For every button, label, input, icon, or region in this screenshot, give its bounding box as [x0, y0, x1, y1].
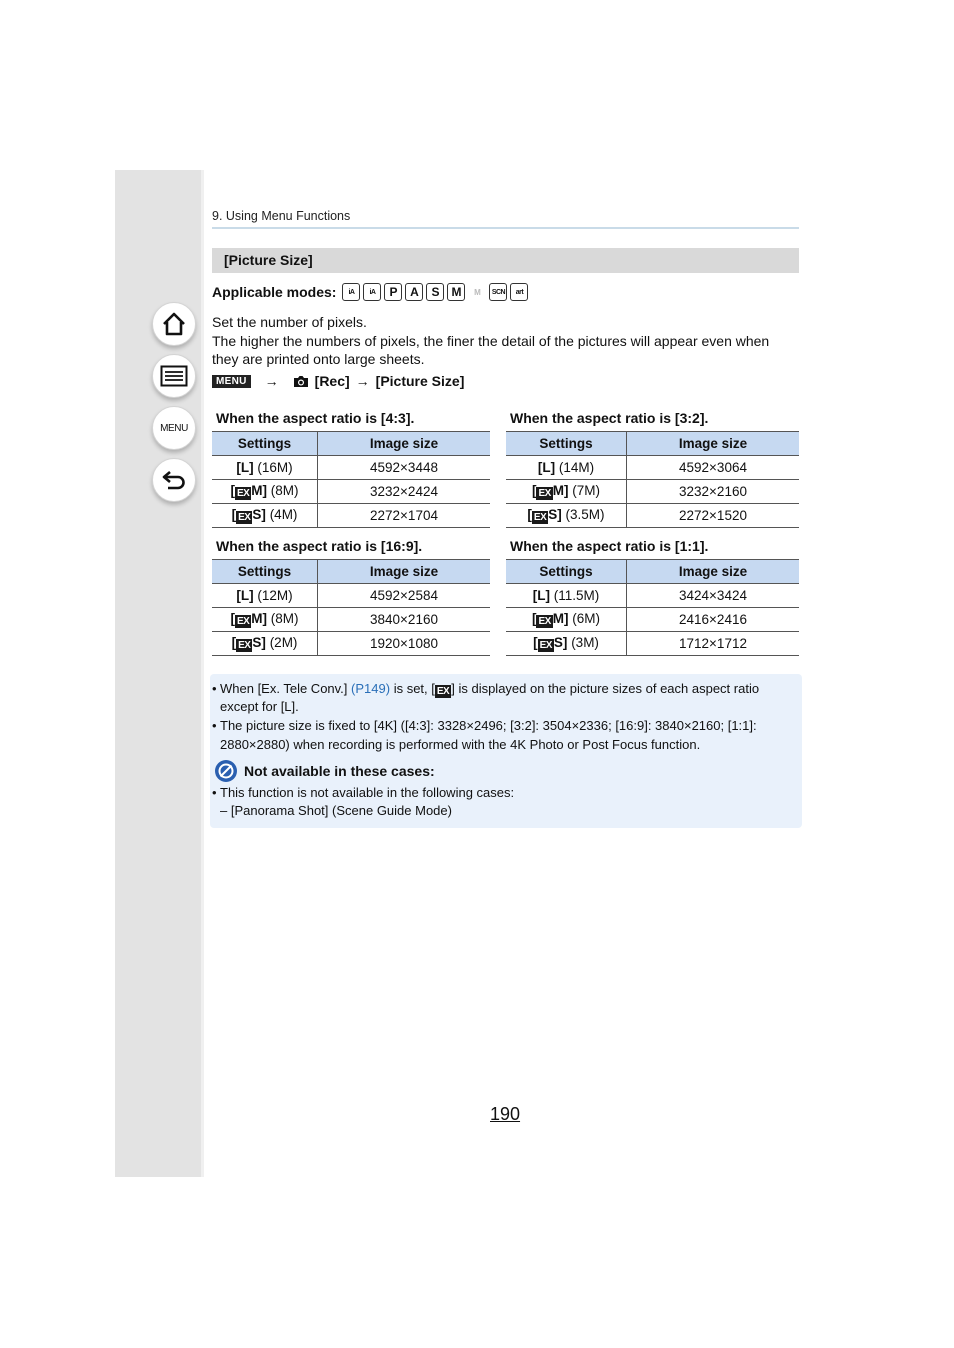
setting-cell: [L] (14M) — [506, 456, 627, 480]
table-row — [506, 632, 799, 656]
intro-line-2: The higher the numbers of pixels, the finer the detail of the pictures will appear even when — [212, 333, 770, 349]
setting-cell: [ EX S] (4M) — [212, 504, 318, 528]
na-note-1: • This function is not available in the following cases: — [212, 784, 798, 803]
bullet: • — [212, 785, 217, 800]
table-row — [506, 584, 799, 608]
mode-movie-m-icon: M — [474, 287, 481, 297]
image-size-cell: 3232×2424 — [318, 480, 491, 504]
ex-icon: EX — [533, 512, 547, 523]
header-image-size: Image size — [318, 432, 491, 456]
setting-cell: [ EX M] (6M) — [506, 608, 627, 632]
header-image-size: Image size — [318, 560, 491, 584]
mode-creative-icon: art — [510, 283, 528, 301]
image-size-cell: 4592×2584 — [318, 584, 491, 608]
table-row — [212, 456, 490, 480]
mode-ia-plus-icon: iA — [363, 283, 381, 301]
mode-ia-icon: iA — [342, 283, 360, 301]
table-caption-3-2: When the aspect ratio is [3:2]. — [510, 410, 709, 426]
page-number: 190 — [490, 1104, 521, 1124]
menu-path-rec: [Rec] — [314, 373, 350, 389]
table-row — [212, 480, 490, 504]
table-row — [506, 608, 799, 632]
image-size-cell: 4592×3448 — [318, 456, 491, 480]
home-icon — [161, 311, 187, 337]
applicable-modes — [212, 281, 531, 303]
intro-line-3: they are printed onto large sheets. — [212, 351, 425, 367]
setting-cell: [ EX M] (7M) — [506, 480, 627, 504]
image-size-cell: 3424×3424 — [627, 584, 800, 608]
back-arrow-icon — [161, 468, 187, 492]
mode-s-icon: S — [426, 283, 444, 301]
table-3-2 — [506, 431, 799, 528]
list-icon — [160, 365, 188, 387]
header-settings: Settings — [212, 560, 318, 584]
table-row — [212, 584, 490, 608]
image-size-cell: 2272×1704 — [318, 504, 491, 528]
bullet: • — [212, 718, 217, 733]
ex-icon: EX — [538, 488, 551, 499]
mode-scn-icon: SCN — [489, 283, 507, 301]
not-available-header — [214, 759, 435, 783]
setting-cell: [ EX S] (3.5M) — [506, 504, 627, 528]
page-link-p149[interactable]: (P149) — [351, 681, 391, 696]
table-row — [506, 456, 799, 480]
table-4-3 — [212, 431, 490, 528]
image-size-cell: 2416×2416 — [627, 608, 800, 632]
setting-cell: [L] (11.5M) — [506, 584, 627, 608]
image-size-cell: 2272×1520 — [627, 504, 800, 528]
intro-line-1: Set the number of pixels. — [212, 314, 367, 330]
home-button[interactable] — [152, 302, 196, 346]
setting-cell: [ EX M] (8M) — [212, 480, 318, 504]
arrow: → — [264, 373, 279, 389]
na-note-2: – [Panorama Shot] (Scene Guide Mode) — [220, 803, 452, 818]
table-row — [212, 504, 490, 528]
image-size-cell: 3840×2160 — [318, 608, 491, 632]
section-title: [Picture Size] — [212, 248, 799, 273]
ex-icon: EX — [236, 488, 250, 499]
camera-icon — [293, 375, 309, 388]
ex-icon: EX — [238, 640, 251, 651]
image-size-cell: 4592×3064 — [627, 456, 800, 480]
setting-cell: [L] (16M) — [212, 456, 318, 480]
menu-tag: MENU — [212, 375, 251, 388]
modes-label: Applicable modes: — [212, 284, 337, 300]
menu-button[interactable] — [152, 406, 196, 450]
ex-icon: EX — [538, 616, 551, 627]
table-caption-1-1: When the aspect ratio is [1:1]. — [510, 538, 709, 554]
header-settings: Settings — [212, 432, 318, 456]
table-caption-16-9: When the aspect ratio is [16:9]. — [216, 538, 423, 554]
header-divider — [212, 227, 799, 229]
not-available-icon — [214, 759, 238, 783]
ex-icon: EX — [436, 686, 450, 697]
mode-m-icon: M — [447, 283, 465, 301]
menu-path — [212, 373, 464, 389]
note-1: • When [Ex. Tele Conv.] (P149) is set, [ EX ] is displayed on the picture sizes of each aspect ratio — [212, 681, 760, 697]
not-available-title: Not available in these cases: — [244, 763, 435, 779]
table-1-1 — [506, 559, 799, 656]
note-1-cont: except for [L]. — [220, 699, 299, 714]
menu-button-label: MENU — [160, 422, 188, 434]
table-row — [506, 504, 799, 528]
arrow-2: → — [355, 373, 370, 389]
setting-cell: [ EX M] (8M) — [212, 608, 318, 632]
setting-cell: [ EX S] (3M) — [506, 632, 627, 656]
ex-icon: EX — [238, 512, 251, 523]
image-size-cell: 3232×2160 — [627, 480, 800, 504]
mode-p-icon: P — [384, 283, 402, 301]
note-2: • The picture size is fixed to [4K] ([4:3]: 3328×2496; [3:2]: 3504×2336; [16:9]: 3840×2160; [1:1]: — [212, 717, 798, 736]
header-image-size: Image size — [627, 432, 800, 456]
contents-button[interactable] — [152, 354, 196, 398]
table-16-9 — [212, 559, 490, 656]
setting-cell: [L] (12M) — [212, 584, 318, 608]
header-image-size: Image size — [627, 560, 800, 584]
image-size-cell: 1920×1080 — [318, 632, 491, 656]
ex-icon: EX — [236, 616, 250, 627]
breadcrumb: 9. Using Menu Functions — [212, 209, 351, 223]
bullet: • — [212, 681, 217, 696]
header-settings: Settings — [506, 432, 627, 456]
header-settings: Settings — [506, 560, 627, 584]
note-2-cont: 2880×2880) when recording is performed with the 4K Photo or Post Focus function. — [220, 737, 701, 752]
table-row — [506, 480, 799, 504]
mode-a-icon: A — [405, 283, 423, 301]
image-size-cell: 1712×1712 — [627, 632, 800, 656]
table-row — [212, 632, 490, 656]
back-button[interactable] — [152, 458, 196, 502]
table-caption-4-3: When the aspect ratio is [4:3]. — [216, 410, 415, 426]
table-row — [212, 608, 490, 632]
ex-icon: EX — [539, 640, 552, 651]
menu-path-item: [Picture Size] — [375, 373, 465, 389]
setting-cell: [ EX S] (2M) — [212, 632, 318, 656]
